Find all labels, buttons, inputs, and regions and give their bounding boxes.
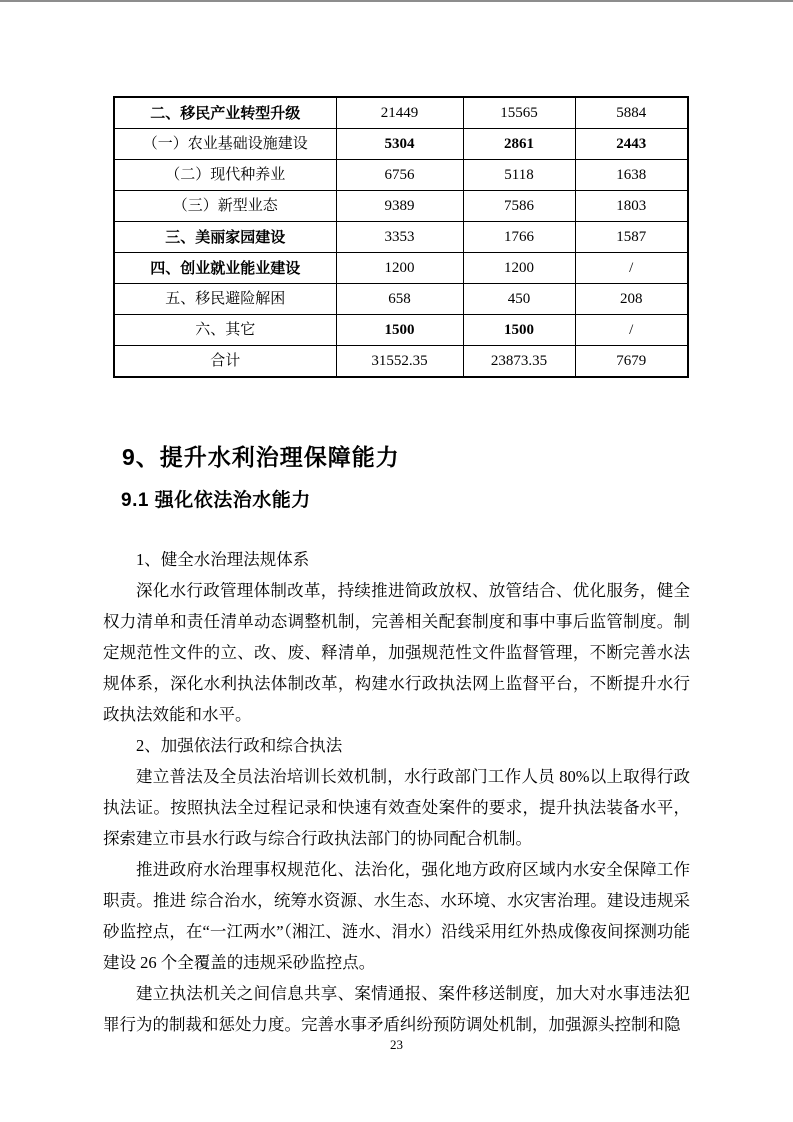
row-value: 5884 <box>575 97 688 129</box>
row-label: 二、移民产业转型升级 <box>114 97 336 129</box>
page-number: 23 <box>390 1037 403 1052</box>
row-value: / <box>575 315 688 346</box>
row-value: 6756 <box>336 160 463 191</box>
row-value: 31552.35 <box>336 346 463 378</box>
budget-table <box>113 96 689 378</box>
table-row-total <box>114 346 688 378</box>
row-value: 5118 <box>463 160 575 191</box>
row-label: 三、美丽家园建设 <box>114 222 336 253</box>
table-row <box>114 160 688 191</box>
paragraph: 深化水行政管理体制改革，持续推进简政放权、放管结合、优化服务，健全权力清单和责任清单动态调整机制，完善相关配套制度和事中事后监管制度。制定规范性文件的立、改、废、释清单，加强规范性文件监督管理，不断完善水法规体系，深化水利执法体制改革，构建水行政执法网上监督平台，不断提升水行政执法效能和水平。 <box>103 581 690 724</box>
row-value: 9389 <box>336 191 463 222</box>
row-value: 23873.35 <box>463 346 575 378</box>
table-row <box>114 97 688 129</box>
table-row <box>114 191 688 222</box>
row-label: 六、其它 <box>114 315 336 346</box>
row-label: （二）现代种养业 <box>114 160 336 191</box>
paragraph: 建立执法机关之间信息共享、案情通报、案件移送制度，加大对水事违法犯罪行为的制裁和惩处力度。完善水事矛盾纠纷预防调处机制，加强源头控制和隐 <box>103 984 690 1034</box>
row-label: 合计 <box>114 346 336 378</box>
row-value: / <box>575 253 688 284</box>
section-heading: 9、提升水利治理保障能力 <box>122 444 400 470</box>
table-row <box>114 284 688 315</box>
row-label: 五、移民避险解困 <box>114 284 336 315</box>
row-value: 1587 <box>575 222 688 253</box>
row-value: 1500 <box>336 315 463 346</box>
table-row <box>114 222 688 253</box>
row-value: 1803 <box>575 191 688 222</box>
paragraph: 建立普法及全员法治培训长效机制，水行政部门工作人员 80%以上取得行政执法证。按照执法全过程记录和快速有效查处案件的要求，提升执法装备水平，探索建立市县水行政与综合行政执法部门的协同配合机制。 <box>103 767 690 848</box>
row-label: （一）农业基础设施建设 <box>114 129 336 160</box>
row-value: 1500 <box>463 315 575 346</box>
table-row <box>114 253 688 284</box>
row-value: 15565 <box>463 97 575 129</box>
row-value: 1200 <box>463 253 575 284</box>
row-value: 1766 <box>463 222 575 253</box>
row-value: 1638 <box>575 160 688 191</box>
page-content <box>103 0 690 1040</box>
row-value: 2443 <box>575 129 688 160</box>
table-row <box>114 129 688 160</box>
row-value: 21449 <box>336 97 463 129</box>
row-value: 658 <box>336 284 463 315</box>
row-value: 450 <box>463 284 575 315</box>
paragraph: 推进政府水治理事权规范化、法治化，强化地方政府区域内水安全保障工作职责。推进 综合治水，统筹水资源、水生态、水环境、水灾害治理。建设违规采砂监控点，在“一江两水”（湘江、涟水、涓水）沿线采用红外热成像夜间探测功能建设 26 个全覆盖的违规采砂监控点。 <box>103 860 690 972</box>
row-label: （三）新型业态 <box>114 191 336 222</box>
row-label: 四、创业就业能业建设 <box>114 253 336 284</box>
row-value: 3353 <box>336 222 463 253</box>
row-value: 7679 <box>575 346 688 378</box>
list-item-heading: 2、加强依法行政和综合执法 <box>136 736 343 755</box>
table-row <box>114 315 688 346</box>
row-value: 2861 <box>463 129 575 160</box>
body-text <box>103 544 690 1040</box>
row-value: 5304 <box>336 129 463 160</box>
row-value: 1200 <box>336 253 463 284</box>
row-value: 208 <box>575 284 688 315</box>
subsection-heading: 9.1 强化依法治水能力 <box>121 490 311 511</box>
list-item-heading: 1、健全水治理法规体系 <box>136 550 310 569</box>
row-value: 7586 <box>463 191 575 222</box>
